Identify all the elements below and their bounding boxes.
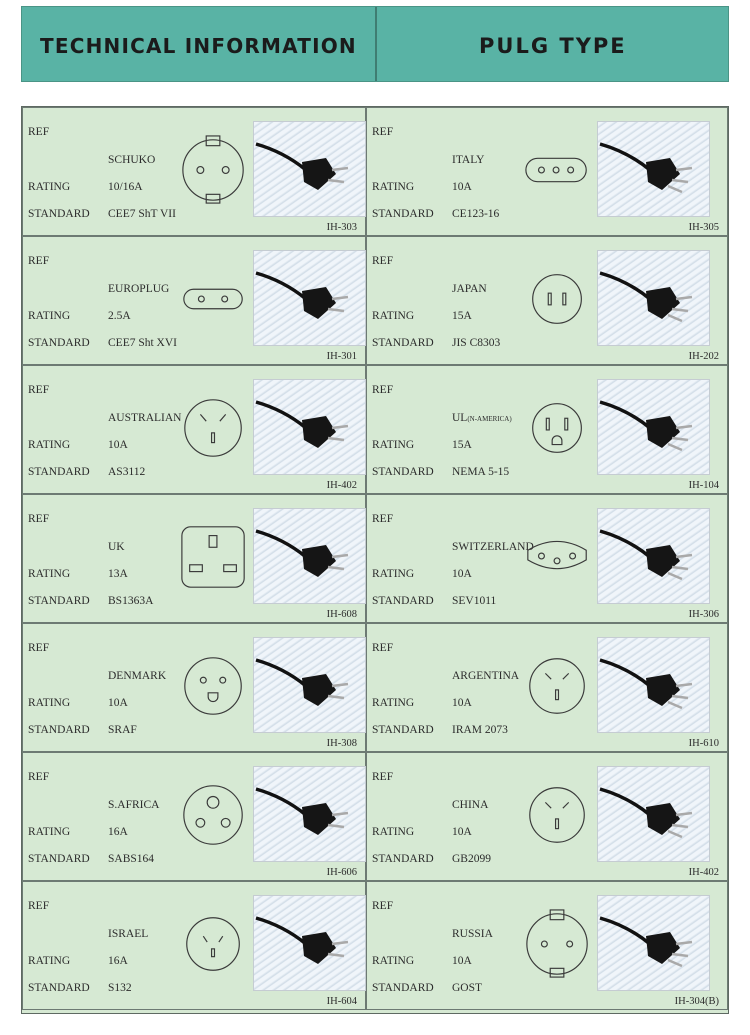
rating-label: RATING <box>372 697 415 709</box>
ref-label: REF <box>28 513 50 525</box>
plug-photo <box>597 766 710 862</box>
plug-photo <box>253 766 366 862</box>
ref-label: REF <box>28 384 50 396</box>
plug-entry <box>366 494 728 623</box>
plug-standard: CEE7 ShT VII <box>108 208 176 220</box>
standard-label: STANDARD <box>28 466 90 478</box>
plug-photo <box>253 250 366 346</box>
plug-entry <box>366 752 728 881</box>
standard-label: STANDARD <box>372 982 434 994</box>
plug-standard: GB2099 <box>452 853 491 865</box>
product-code: IH-305 <box>688 222 719 233</box>
rating-label: RATING <box>28 955 71 967</box>
plug-photo <box>253 121 366 217</box>
plug-standard: IRAM 2073 <box>452 724 508 736</box>
rating-label: RATING <box>28 826 71 838</box>
plug-standard: GOST <box>452 982 483 994</box>
plug-rating: 2.5A <box>108 310 131 322</box>
plug-name: UK <box>108 541 125 553</box>
plug-rating: 16A <box>108 826 128 838</box>
plug-rating: 13A <box>108 568 128 580</box>
plug-name: EUROPLUG <box>108 283 170 295</box>
plug-table <box>21 106 729 1014</box>
plug-standard: SRAF <box>108 724 137 736</box>
standard-label: STANDARD <box>28 724 90 736</box>
plug-rating: 10A <box>452 697 472 709</box>
plug-rating: 16A <box>108 955 128 967</box>
standard-label: STANDARD <box>28 982 90 994</box>
swiss-socket-icon <box>519 521 597 593</box>
plug-standard: JIS C8303 <box>452 337 501 349</box>
ref-label: REF <box>372 513 394 525</box>
plug-rating: 15A <box>452 310 472 322</box>
ref-label: REF <box>28 771 50 783</box>
product-code: IH-104 <box>688 480 719 491</box>
product-code: IH-301 <box>326 351 357 362</box>
plug-photo <box>597 121 710 217</box>
product-code: IH-306 <box>688 609 719 620</box>
plug-name: S.AFRICA <box>108 799 160 811</box>
product-code: IH-304(B) <box>674 996 719 1007</box>
plug-rating: 10A <box>452 181 472 193</box>
plug-name: UL(N-AMERICA) <box>452 412 512 424</box>
rating-label: RATING <box>28 439 71 451</box>
plug-entry <box>22 494 366 623</box>
uk-socket-icon <box>175 521 253 593</box>
israel-socket-icon <box>175 908 253 980</box>
ref-label: REF <box>372 900 394 912</box>
plug-standard: SEV1011 <box>452 595 497 607</box>
ref-label: REF <box>372 255 394 267</box>
china-socket-icon <box>519 779 597 851</box>
plug-rating: 10A <box>452 955 472 967</box>
plug-name: RUSSIA <box>452 928 493 940</box>
plug-standard: S132 <box>108 982 132 994</box>
ref-label: REF <box>372 384 394 396</box>
plug-standard: SABS164 <box>108 853 155 865</box>
argentina-socket-icon <box>519 650 597 722</box>
product-code: IH-402 <box>688 867 719 878</box>
ref-label: REF <box>372 642 394 654</box>
plug-name: CHINA <box>452 799 489 811</box>
plug-entry <box>22 236 366 365</box>
rating-label: RATING <box>372 568 415 580</box>
product-code: IH-202 <box>688 351 719 362</box>
plug-photo <box>253 637 366 733</box>
rating-label: RATING <box>372 181 415 193</box>
standard-label: STANDARD <box>28 337 90 349</box>
product-code: IH-606 <box>326 867 357 878</box>
rating-label: RATING <box>28 568 71 580</box>
product-code: IH-402 <box>326 480 357 491</box>
plug-name: JAPAN <box>452 283 487 295</box>
plug-rating: 10A <box>452 568 472 580</box>
plug-photo <box>597 508 710 604</box>
rating-label: RATING <box>372 439 415 451</box>
plug-entry <box>22 752 366 881</box>
plug-standard: BS1363A <box>108 595 154 607</box>
plug-entry <box>366 236 728 365</box>
standard-label: STANDARD <box>372 337 434 349</box>
russia-socket-icon <box>519 908 597 980</box>
standard-label: STANDARD <box>372 208 434 220</box>
plug-name: AUSTRALIAN <box>108 412 182 424</box>
standard-label: STANDARD <box>372 724 434 736</box>
rating-label: RATING <box>372 826 415 838</box>
plug-entry <box>22 365 366 494</box>
ref-label: REF <box>372 771 394 783</box>
plug-name: ARGENTINA <box>452 670 520 682</box>
standard-label: STANDARD <box>372 466 434 478</box>
rating-label: RATING <box>372 310 415 322</box>
plug-photo <box>253 379 366 475</box>
plug-rating: 10/16A <box>108 181 143 193</box>
product-code: IH-303 <box>326 222 357 233</box>
plug-photo <box>253 508 366 604</box>
product-code: IH-604 <box>326 996 357 1007</box>
plug-name: SCHUKO <box>108 154 156 166</box>
ref-label: REF <box>28 900 50 912</box>
denmark-socket-icon <box>175 650 253 722</box>
technical-information-title: TECHNICAL INFORMATION <box>40 34 357 58</box>
plug-standard: CE123-16 <box>452 208 500 220</box>
south-africa-socket-icon <box>175 779 253 851</box>
plug-rating: 10A <box>108 439 128 451</box>
plug-entry <box>22 623 366 752</box>
plug-entry <box>22 881 366 1010</box>
plug-photo <box>597 895 710 991</box>
plug-photo <box>597 637 710 733</box>
nema-socket-icon <box>519 392 597 464</box>
standard-label: STANDARD <box>28 208 90 220</box>
rating-label: RATING <box>28 181 71 193</box>
ref-label: REF <box>372 126 394 138</box>
plug-standard: NEMA 5-15 <box>452 466 510 478</box>
plug-type-title: PULG TYPE <box>479 34 627 58</box>
europlug-socket-icon <box>175 263 253 335</box>
schuko-socket-icon <box>175 134 253 206</box>
plug-standard: CEE7 Sht XVI <box>108 337 177 349</box>
plug-rating: 15A <box>452 439 472 451</box>
plug-rating: 10A <box>108 697 128 709</box>
australian-socket-icon <box>175 392 253 464</box>
plug-entry <box>22 107 366 236</box>
plug-photo <box>597 250 710 346</box>
plug-entry <box>366 107 728 236</box>
rating-label: RATING <box>372 955 415 967</box>
standard-label: STANDARD <box>28 853 90 865</box>
header-divider <box>375 7 377 81</box>
plug-photo <box>253 895 366 991</box>
plug-name: DENMARK <box>108 670 167 682</box>
plug-standard: AS3112 <box>108 466 146 478</box>
rating-label: RATING <box>28 697 71 709</box>
standard-label: STANDARD <box>372 853 434 865</box>
plug-entry <box>366 365 728 494</box>
plug-entry <box>366 623 728 752</box>
rating-label: RATING <box>28 310 71 322</box>
ref-label: REF <box>28 642 50 654</box>
plug-rating: 10A <box>452 826 472 838</box>
plug-name: ITALY <box>452 154 485 166</box>
standard-label: STANDARD <box>28 595 90 607</box>
product-code: IH-610 <box>688 738 719 749</box>
plug-name: ISRAEL <box>108 928 149 940</box>
ref-label: REF <box>28 255 50 267</box>
standard-label: STANDARD <box>372 595 434 607</box>
plug-entry <box>366 881 728 1010</box>
plug-photo <box>597 379 710 475</box>
japan-socket-icon <box>519 263 597 335</box>
product-code: IH-308 <box>326 738 357 749</box>
header-banner <box>21 6 729 82</box>
ref-label: REF <box>28 126 50 138</box>
italy-socket-icon <box>519 134 597 206</box>
product-code: IH-608 <box>326 609 357 620</box>
plug-name: SWITZERLAND <box>452 541 534 553</box>
